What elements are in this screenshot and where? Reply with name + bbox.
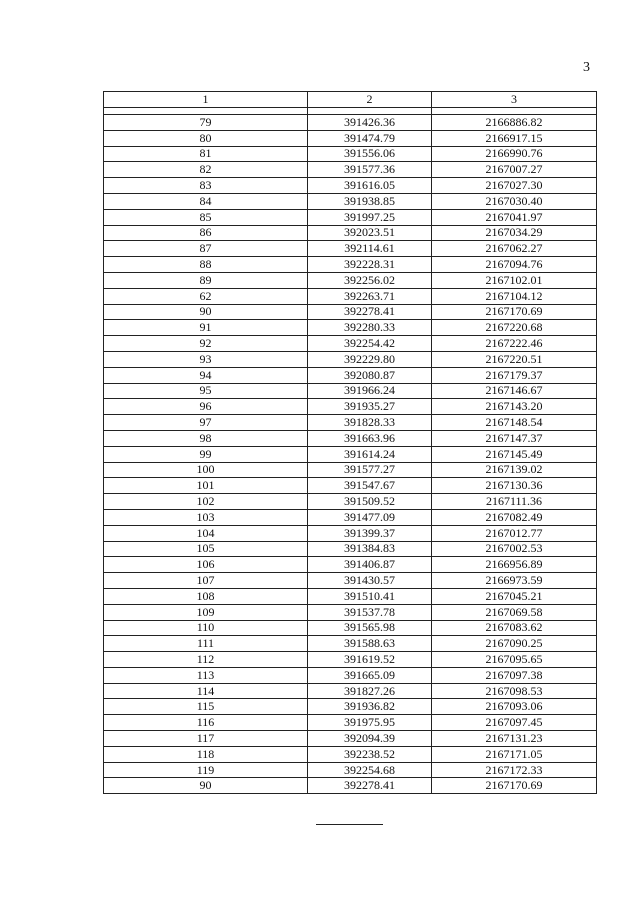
table-row xyxy=(104,415,597,431)
cell-x-coordinate: 392094.39 xyxy=(308,731,432,747)
cell-x-coordinate: 391426.36 xyxy=(308,115,432,131)
cell-point-number: 86 xyxy=(104,225,308,241)
cell-x-coordinate: 392263.71 xyxy=(308,288,432,304)
cell-y-coordinate: 2167146.67 xyxy=(432,383,597,399)
table-row xyxy=(104,336,597,352)
table-row xyxy=(104,320,597,336)
cell-y-coordinate: 2167131.23 xyxy=(432,731,597,747)
column-header-x: 2 xyxy=(308,92,432,108)
cell-point-number: 109 xyxy=(104,604,308,620)
cell-x-coordinate: 392278.41 xyxy=(308,304,432,320)
cell-x-coordinate: 391406.87 xyxy=(308,557,432,573)
cell-x-coordinate: 391556.06 xyxy=(308,146,432,162)
cell-y-coordinate: 2167027.30 xyxy=(432,178,597,194)
table-row xyxy=(104,778,597,794)
cell-point-number: 96 xyxy=(104,399,308,415)
cell-x-coordinate: 392238.52 xyxy=(308,746,432,762)
cell-point-number: 105 xyxy=(104,541,308,557)
table-row xyxy=(104,241,597,257)
cell-x-coordinate: 392280.33 xyxy=(308,320,432,336)
cell-x-coordinate: 391510.41 xyxy=(308,588,432,604)
cell-x-coordinate: 392254.42 xyxy=(308,336,432,352)
cell-point-number: 93 xyxy=(104,351,308,367)
cell-point-number: 110 xyxy=(104,620,308,636)
cell-y-coordinate: 2167007.27 xyxy=(432,162,597,178)
cell-point-number: 89 xyxy=(104,272,308,288)
cell-point-number: 112 xyxy=(104,652,308,668)
table-row xyxy=(104,762,597,778)
table-row xyxy=(104,462,597,478)
cell-point-number: 115 xyxy=(104,699,308,715)
table-row xyxy=(104,209,597,225)
cell-x-coordinate: 391430.57 xyxy=(308,573,432,589)
cell-y-coordinate: 2167093.06 xyxy=(432,699,597,715)
cell-x-coordinate: 391399.37 xyxy=(308,525,432,541)
cell-y-coordinate: 2166973.59 xyxy=(432,573,597,589)
cell-point-number: 82 xyxy=(104,162,308,178)
table-row xyxy=(104,699,597,715)
table-row xyxy=(104,225,597,241)
cell-point-number: 103 xyxy=(104,509,308,525)
table-row xyxy=(104,557,597,573)
cell-point-number: 98 xyxy=(104,430,308,446)
cell-x-coordinate: 391663.96 xyxy=(308,430,432,446)
table-row xyxy=(104,636,597,652)
cell-y-coordinate: 2167145.49 xyxy=(432,446,597,462)
table-row xyxy=(104,383,597,399)
cell-y-coordinate: 2167002.53 xyxy=(432,541,597,557)
column-header-point-number: 1 xyxy=(104,92,308,108)
cell-point-number: 111 xyxy=(104,636,308,652)
table-row xyxy=(104,193,597,209)
page-number: 3 xyxy=(583,60,590,75)
cell-point-number: 106 xyxy=(104,557,308,573)
cell-x-coordinate: 392256.02 xyxy=(308,272,432,288)
cell-y-coordinate: 2167069.58 xyxy=(432,604,597,620)
cell-y-coordinate: 2166990.76 xyxy=(432,146,597,162)
table-row xyxy=(104,604,597,620)
cell-point-number: 87 xyxy=(104,241,308,257)
cell-y-coordinate: 2167082.49 xyxy=(432,509,597,525)
cell-point-number: 119 xyxy=(104,762,308,778)
cell-point-number: 90 xyxy=(104,304,308,320)
cell-point-number: 114 xyxy=(104,683,308,699)
cell-point-number: 88 xyxy=(104,257,308,273)
cell-y-coordinate: 2166917.15 xyxy=(432,130,597,146)
cell-point-number: 107 xyxy=(104,573,308,589)
cell-y-coordinate: 2167030.40 xyxy=(432,193,597,209)
cell-x-coordinate: 391474.79 xyxy=(308,130,432,146)
cell-x-coordinate: 391477.09 xyxy=(308,509,432,525)
cell-point-number: 62 xyxy=(104,288,308,304)
cell-y-coordinate: 2167148.54 xyxy=(432,415,597,431)
cell-y-coordinate: 2166956.89 xyxy=(432,557,597,573)
table-row xyxy=(104,430,597,446)
column-header-y: 3 xyxy=(432,92,597,108)
cell-y-coordinate: 2167094.76 xyxy=(432,257,597,273)
cell-point-number: 99 xyxy=(104,446,308,462)
cell-x-coordinate: 391966.24 xyxy=(308,383,432,399)
cell-y-coordinate: 2167220.68 xyxy=(432,320,597,336)
table-row xyxy=(104,715,597,731)
cell-x-coordinate: 391614.24 xyxy=(308,446,432,462)
cell-x-coordinate: 391384.83 xyxy=(308,541,432,557)
cell-y-coordinate: 2167111.36 xyxy=(432,494,597,510)
cell-point-number: 79 xyxy=(104,115,308,131)
cell-x-coordinate: 391828.33 xyxy=(308,415,432,431)
table-row xyxy=(104,115,597,131)
spacer-cell xyxy=(432,108,597,115)
cell-y-coordinate: 2167034.29 xyxy=(432,225,597,241)
table-row xyxy=(104,683,597,699)
table-row xyxy=(104,162,597,178)
table-row xyxy=(104,652,597,668)
end-divider-line xyxy=(316,824,383,825)
cell-x-coordinate: 391619.52 xyxy=(308,652,432,668)
cell-x-coordinate: 391547.67 xyxy=(308,478,432,494)
cell-point-number: 91 xyxy=(104,320,308,336)
cell-point-number: 118 xyxy=(104,746,308,762)
table-row xyxy=(104,620,597,636)
cell-x-coordinate: 392254.68 xyxy=(308,762,432,778)
cell-x-coordinate: 391938.85 xyxy=(308,193,432,209)
table-row xyxy=(104,667,597,683)
cell-y-coordinate: 2167171.05 xyxy=(432,746,597,762)
cell-x-coordinate: 392278.41 xyxy=(308,778,432,794)
cell-y-coordinate: 2167083.62 xyxy=(432,620,597,636)
table-row xyxy=(104,257,597,273)
table-row xyxy=(104,541,597,557)
cell-x-coordinate: 391509.52 xyxy=(308,494,432,510)
table-row xyxy=(104,746,597,762)
table-row xyxy=(104,494,597,510)
cell-point-number: 97 xyxy=(104,415,308,431)
table-row xyxy=(104,130,597,146)
header-spacer-row xyxy=(104,108,597,115)
table-row xyxy=(104,146,597,162)
cell-x-coordinate: 392080.87 xyxy=(308,367,432,383)
cell-y-coordinate: 2167130.36 xyxy=(432,478,597,494)
spacer-cell xyxy=(308,108,432,115)
cell-point-number: 113 xyxy=(104,667,308,683)
table-row xyxy=(104,478,597,494)
cell-x-coordinate: 391665.09 xyxy=(308,667,432,683)
cell-x-coordinate: 391936.82 xyxy=(308,699,432,715)
cell-y-coordinate: 2167102.01 xyxy=(432,272,597,288)
cell-y-coordinate: 2167104.12 xyxy=(432,288,597,304)
cell-point-number: 95 xyxy=(104,383,308,399)
cell-x-coordinate: 391565.98 xyxy=(308,620,432,636)
cell-x-coordinate: 392114.61 xyxy=(308,241,432,257)
cell-y-coordinate: 2167220.51 xyxy=(432,351,597,367)
cell-y-coordinate: 2167097.45 xyxy=(432,715,597,731)
table-row xyxy=(104,588,597,604)
header-row xyxy=(104,92,597,108)
table-row xyxy=(104,351,597,367)
cell-y-coordinate: 2167012.77 xyxy=(432,525,597,541)
table-row xyxy=(104,573,597,589)
cell-point-number: 104 xyxy=(104,525,308,541)
cell-point-number: 108 xyxy=(104,588,308,604)
cell-y-coordinate: 2166886.82 xyxy=(432,115,597,131)
cell-point-number: 100 xyxy=(104,462,308,478)
cell-y-coordinate: 2167179.37 xyxy=(432,367,597,383)
cell-x-coordinate: 391616.05 xyxy=(308,178,432,194)
cell-point-number: 116 xyxy=(104,715,308,731)
cell-y-coordinate: 2167095.65 xyxy=(432,652,597,668)
cell-x-coordinate: 391975.95 xyxy=(308,715,432,731)
cell-point-number: 94 xyxy=(104,367,308,383)
cell-point-number: 80 xyxy=(104,130,308,146)
cell-x-coordinate: 392228.31 xyxy=(308,257,432,273)
table-row xyxy=(104,304,597,320)
table-row xyxy=(104,288,597,304)
cell-y-coordinate: 2167170.69 xyxy=(432,778,597,794)
table-row xyxy=(104,731,597,747)
cell-y-coordinate: 2167139.02 xyxy=(432,462,597,478)
cell-y-coordinate: 2167098.53 xyxy=(432,683,597,699)
cell-y-coordinate: 2167222.46 xyxy=(432,336,597,352)
cell-y-coordinate: 2167090.25 xyxy=(432,636,597,652)
cell-y-coordinate: 2167062.27 xyxy=(432,241,597,257)
cell-y-coordinate: 2167041.97 xyxy=(432,209,597,225)
table-row xyxy=(104,178,597,194)
cell-y-coordinate: 2167147.37 xyxy=(432,430,597,446)
cell-point-number: 101 xyxy=(104,478,308,494)
cell-y-coordinate: 2167045.21 xyxy=(432,588,597,604)
cell-point-number: 90 xyxy=(104,778,308,794)
table-row xyxy=(104,367,597,383)
table-row xyxy=(104,272,597,288)
cell-x-coordinate: 391935.27 xyxy=(308,399,432,415)
cell-point-number: 83 xyxy=(104,178,308,194)
cell-point-number: 117 xyxy=(104,731,308,747)
cell-point-number: 85 xyxy=(104,209,308,225)
cell-y-coordinate: 2167172.33 xyxy=(432,762,597,778)
cell-point-number: 102 xyxy=(104,494,308,510)
spacer-cell xyxy=(104,108,308,115)
table-row xyxy=(104,509,597,525)
cell-x-coordinate: 391537.78 xyxy=(308,604,432,620)
table-row xyxy=(104,525,597,541)
cell-y-coordinate: 2167170.69 xyxy=(432,304,597,320)
cell-y-coordinate: 2167097.38 xyxy=(432,667,597,683)
table-row xyxy=(104,446,597,462)
cell-x-coordinate: 392229.80 xyxy=(308,351,432,367)
cell-point-number: 81 xyxy=(104,146,308,162)
table-header xyxy=(104,92,597,115)
cell-x-coordinate: 391827.26 xyxy=(308,683,432,699)
cell-x-coordinate: 392023.51 xyxy=(308,225,432,241)
cell-point-number: 84 xyxy=(104,193,308,209)
cell-x-coordinate: 391577.36 xyxy=(308,162,432,178)
cell-point-number: 92 xyxy=(104,336,308,352)
table-body xyxy=(104,115,597,794)
cell-y-coordinate: 2167143.20 xyxy=(432,399,597,415)
table-row xyxy=(104,399,597,415)
coordinates-table xyxy=(103,91,597,794)
cell-x-coordinate: 391577.27 xyxy=(308,462,432,478)
cell-x-coordinate: 391588.63 xyxy=(308,636,432,652)
cell-x-coordinate: 391997.25 xyxy=(308,209,432,225)
